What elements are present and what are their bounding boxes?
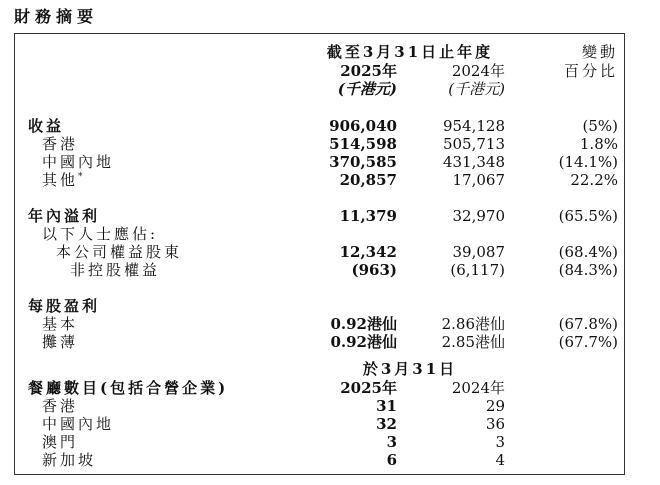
restaurant-row-prior: 4: [495, 451, 505, 469]
revenue-row-label: 其他: [42, 171, 79, 189]
restaurant-row-current: 6: [386, 451, 397, 469]
change-header-line1: 變動: [581, 43, 618, 61]
year-current-header: 2025年: [340, 62, 397, 80]
restaurant-row-prior: 3: [495, 433, 505, 451]
eps-row-prior: 2.85港仙: [441, 333, 505, 351]
profit-row-change: (84.3%): [558, 261, 618, 279]
revenue-total-current: 906,040: [329, 117, 397, 135]
profit-row-label: 本公司權益股東: [56, 243, 183, 261]
revenue-row-prior: 505,713: [442, 135, 505, 153]
attributable-label: 以下人士應佔:: [42, 225, 159, 243]
profit-row-prior: (6,117): [450, 261, 505, 279]
restaurant-row-label: 香港: [42, 397, 79, 415]
revenue-total-change: (5%): [582, 117, 618, 135]
revenue-row-prior: 431,348: [442, 153, 505, 171]
restaurant-row-label: 中國內地: [42, 415, 115, 433]
restaurant-row-current: 31: [376, 397, 397, 415]
profit-row-change: (68.4%): [558, 243, 618, 261]
restaurant-row-label: 新加坡: [42, 451, 97, 469]
profit-total-prior: 32,970: [452, 207, 505, 225]
profit-row-current: (963): [351, 261, 397, 279]
revenue-row-prior: 17,067: [452, 171, 505, 189]
eps-row-label: 基本: [42, 315, 79, 333]
period-label: 截至3月31日止年度: [326, 43, 494, 61]
restaurants-label: 餐廳數目(包括合營企業): [28, 379, 229, 397]
eps-row-current: 0.92港仙: [330, 315, 397, 333]
eps-row-current: 0.92港仙: [330, 333, 397, 351]
revenue-row-change: 1.8%: [579, 135, 618, 153]
eps-row-change: (67.8%): [558, 315, 618, 333]
restaurant-row-prior: 36: [485, 415, 505, 433]
restaurant-row-current: 32: [376, 415, 397, 433]
revenue-row-change: (14.1%): [558, 153, 618, 171]
eps-row-change: (67.7%): [558, 333, 618, 351]
revenue-row-current: 20,857: [339, 171, 397, 189]
profit-label: 年內溢利: [28, 207, 101, 225]
revenue-row-current: 514,598: [329, 135, 397, 153]
restaurants-year-current: 2025年: [340, 379, 397, 397]
revenue-row-label: 中國內地: [42, 153, 115, 171]
page-title: 財務摘要: [14, 7, 99, 26]
profit-row-prior: 39,087: [452, 243, 505, 261]
profit-row-label: 非控股權益: [70, 261, 161, 279]
as-at-label: 於3月31日: [362, 360, 458, 378]
unit-current-header: (千港元): [337, 80, 397, 98]
revenue-row-current: 370,585: [329, 153, 397, 171]
revenue-total-prior: 954,128: [442, 117, 505, 135]
eps-row-prior: 2.86港仙: [441, 315, 505, 333]
footnote-marker: *: [78, 172, 86, 182]
restaurant-row-prior: 29: [485, 397, 505, 415]
restaurant-row-label: 澳門: [42, 433, 79, 451]
unit-prior-header: (千港元): [448, 80, 505, 98]
revenue-label: 收益: [28, 117, 65, 135]
profit-total-change: (65.5%): [558, 207, 618, 225]
restaurants-year-prior: 2024年: [451, 379, 505, 397]
profit-total-current: 11,379: [339, 207, 397, 225]
restaurant-row-current: 3: [386, 433, 397, 451]
eps-row-label: 攤薄: [42, 333, 79, 351]
profit-row-current: 12,342: [339, 243, 397, 261]
revenue-row-label: 香港: [42, 135, 79, 153]
revenue-row-change: 22.2%: [570, 171, 618, 189]
change-header-line2: 百分比: [563, 62, 618, 80]
year-prior-header: 2024年: [451, 62, 505, 80]
eps-label: 每股盈利: [28, 297, 101, 315]
revenue-row-label-wrap: [42, 172, 86, 189]
